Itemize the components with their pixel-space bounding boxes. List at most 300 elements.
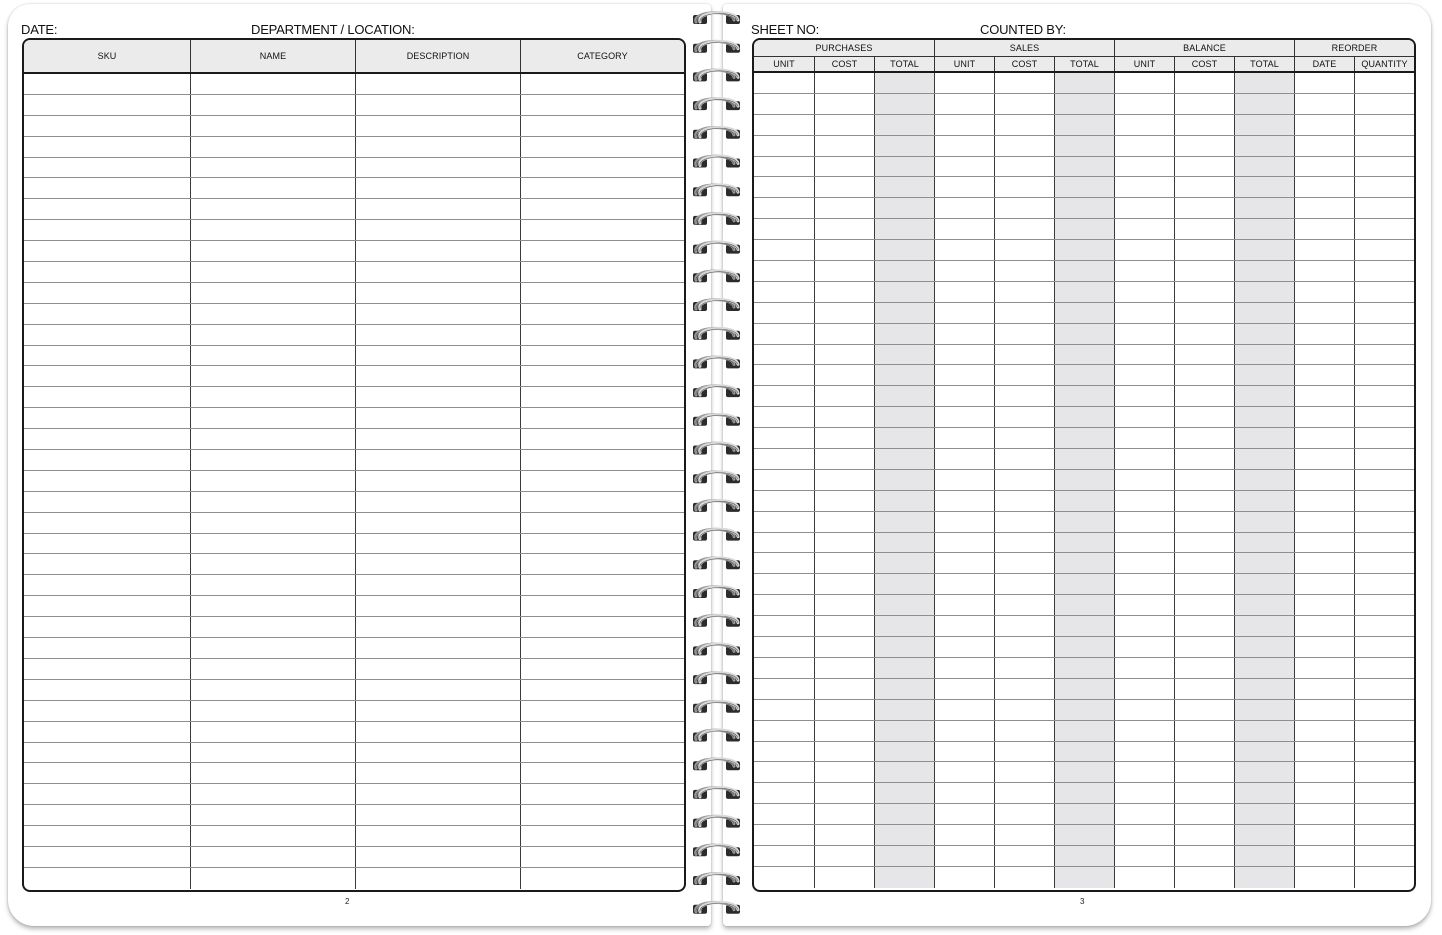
item-table-cell[interactable]: [521, 199, 684, 219]
item-table-cell[interactable]: [191, 534, 356, 554]
ledger-table-cell[interactable]: [1295, 553, 1355, 573]
item-table-cell[interactable]: [24, 366, 191, 386]
ledger-table-cell[interactable]: [1115, 742, 1175, 762]
ledger-table-cell[interactable]: [1175, 407, 1235, 427]
ledger-table-cell[interactable]: [1055, 115, 1115, 135]
ledger-table-cell[interactable]: [815, 825, 875, 845]
item-table-cell[interactable]: [24, 554, 191, 574]
ledger-table-cell[interactable]: [815, 804, 875, 824]
ledger-table-cell[interactable]: [754, 303, 815, 323]
ledger-table-cell[interactable]: [1115, 240, 1175, 260]
ledger-table-cell[interactable]: [815, 533, 875, 553]
item-table-cell[interactable]: [24, 659, 191, 679]
ledger-table-cell[interactable]: [1115, 574, 1175, 594]
ledger-table-cell[interactable]: [1175, 303, 1235, 323]
ledger-table-cell[interactable]: [1055, 679, 1115, 699]
ledger-table-cell[interactable]: [1055, 804, 1115, 824]
item-table-cell[interactable]: [191, 596, 356, 616]
item-table-cell[interactable]: [24, 492, 191, 512]
ledger-table-cell[interactable]: [1115, 198, 1175, 218]
ledger-table-cell[interactable]: [1175, 261, 1235, 281]
ledger-table-cell[interactable]: [875, 762, 935, 782]
ledger-table-cell[interactable]: [935, 470, 995, 490]
ledger-table-cell[interactable]: [875, 73, 935, 93]
ledger-table-cell[interactable]: [1055, 73, 1115, 93]
ledger-table-cell[interactable]: [1355, 94, 1414, 114]
ledger-table-cell[interactable]: [995, 721, 1055, 741]
ledger-table-cell[interactable]: [815, 386, 875, 406]
ledger-table-cell[interactable]: [754, 742, 815, 762]
item-table-cell[interactable]: [24, 450, 191, 470]
ledger-table-cell[interactable]: [1055, 365, 1115, 385]
ledger-table-cell[interactable]: [995, 595, 1055, 615]
ledger-table-cell[interactable]: [1115, 553, 1175, 573]
ledger-table-cell[interactable]: [1175, 386, 1235, 406]
ledger-table-cell[interactable]: [935, 846, 995, 866]
ledger-table-cell[interactable]: [754, 553, 815, 573]
ledger-table-cell[interactable]: [1295, 846, 1355, 866]
ledger-table-cell[interactable]: [995, 282, 1055, 302]
ledger-table-cell[interactable]: [1055, 783, 1115, 803]
ledger-table-cell[interactable]: [875, 94, 935, 114]
ledger-table-cell[interactable]: [1235, 783, 1295, 803]
item-table-cell[interactable]: [24, 283, 191, 303]
ledger-table-cell[interactable]: [995, 136, 1055, 156]
item-table-cell[interactable]: [191, 659, 356, 679]
ledger-table-cell[interactable]: [1115, 94, 1175, 114]
ledger-table-cell[interactable]: [815, 198, 875, 218]
ledger-table-cell[interactable]: [754, 136, 815, 156]
ledger-table-cell[interactable]: [935, 658, 995, 678]
item-table-cell[interactable]: [24, 178, 191, 198]
item-table-cell[interactable]: [356, 596, 521, 616]
item-table-cell[interactable]: [356, 450, 521, 470]
ledger-table-cell[interactable]: [995, 574, 1055, 594]
ledger-table-cell[interactable]: [995, 470, 1055, 490]
ledger-table-cell[interactable]: [1355, 261, 1414, 281]
item-table-cell[interactable]: [521, 304, 684, 324]
ledger-table-cell[interactable]: [815, 491, 875, 511]
ledger-table-cell[interactable]: [1235, 157, 1295, 177]
ledger-table-cell[interactable]: [1115, 428, 1175, 448]
ledger-table-cell[interactable]: [1355, 177, 1414, 197]
ledger-table-cell[interactable]: [935, 115, 995, 135]
item-table-cell[interactable]: [191, 450, 356, 470]
ledger-table-cell[interactable]: [815, 783, 875, 803]
ledger-table-cell[interactable]: [935, 282, 995, 302]
ledger-table-cell[interactable]: [875, 303, 935, 323]
item-table-cell[interactable]: [191, 137, 356, 157]
item-table-cell[interactable]: [191, 743, 356, 763]
ledger-table-cell[interactable]: [875, 867, 935, 888]
ledger-table-cell[interactable]: [875, 365, 935, 385]
ledger-table-cell[interactable]: [1175, 157, 1235, 177]
ledger-table-cell[interactable]: [875, 449, 935, 469]
ledger-table-cell[interactable]: [1235, 721, 1295, 741]
ledger-table-cell[interactable]: [935, 219, 995, 239]
ledger-table-cell[interactable]: [1235, 679, 1295, 699]
ledger-table-cell[interactable]: [935, 616, 995, 636]
ledger-table-cell[interactable]: [754, 73, 815, 93]
ledger-table-cell[interactable]: [1175, 574, 1235, 594]
item-table-cell[interactable]: [191, 158, 356, 178]
ledger-table-cell[interactable]: [1295, 512, 1355, 532]
item-table-cell[interactable]: [521, 137, 684, 157]
ledger-table-cell[interactable]: [1295, 157, 1355, 177]
ledger-table-cell[interactable]: [1295, 804, 1355, 824]
item-table-cell[interactable]: [356, 847, 521, 867]
ledger-table-cell[interactable]: [995, 73, 1055, 93]
ledger-table-cell[interactable]: [1235, 762, 1295, 782]
ledger-table-cell[interactable]: [1235, 867, 1295, 888]
ledger-table-cell[interactable]: [1115, 157, 1175, 177]
ledger-table-cell[interactable]: [1055, 428, 1115, 448]
ledger-table-cell[interactable]: [1295, 94, 1355, 114]
item-table-cell[interactable]: [24, 805, 191, 825]
item-table-cell[interactable]: [24, 617, 191, 637]
ledger-table-cell[interactable]: [1175, 94, 1235, 114]
ledger-table-cell[interactable]: [1175, 595, 1235, 615]
ledger-table-cell[interactable]: [1175, 867, 1235, 888]
ledger-table-cell[interactable]: [935, 533, 995, 553]
item-table-cell[interactable]: [356, 74, 521, 94]
ledger-table-cell[interactable]: [875, 282, 935, 302]
item-table-cell[interactable]: [521, 429, 684, 449]
ledger-table-cell[interactable]: [1175, 491, 1235, 511]
ledger-table-cell[interactable]: [1235, 219, 1295, 239]
item-table-cell[interactable]: [521, 617, 684, 637]
item-table-cell[interactable]: [521, 638, 684, 658]
item-table-cell[interactable]: [356, 325, 521, 345]
item-table-cell[interactable]: [24, 137, 191, 157]
ledger-table-cell[interactable]: [815, 742, 875, 762]
ledger-table-cell[interactable]: [875, 574, 935, 594]
ledger-table-cell[interactable]: [1355, 491, 1414, 511]
ledger-table-cell[interactable]: [875, 470, 935, 490]
ledger-table-cell[interactable]: [1115, 804, 1175, 824]
item-table-cell[interactable]: [191, 199, 356, 219]
item-table-cell[interactable]: [521, 158, 684, 178]
ledger-table-cell[interactable]: [1295, 783, 1355, 803]
ledger-table-cell[interactable]: [995, 846, 1055, 866]
ledger-table-cell[interactable]: [1175, 700, 1235, 720]
ledger-table-cell[interactable]: [754, 261, 815, 281]
ledger-table-cell[interactable]: [1055, 721, 1115, 741]
ledger-table-cell[interactable]: [1355, 553, 1414, 573]
ledger-table-cell[interactable]: [995, 365, 1055, 385]
ledger-table-cell[interactable]: [1175, 721, 1235, 741]
ledger-table-cell[interactable]: [995, 240, 1055, 260]
ledger-table-cell[interactable]: [1055, 324, 1115, 344]
ledger-table-cell[interactable]: [875, 616, 935, 636]
ledger-table-cell[interactable]: [1235, 616, 1295, 636]
ledger-table-cell[interactable]: [875, 115, 935, 135]
ledger-table-cell[interactable]: [815, 512, 875, 532]
ledger-table-cell[interactable]: [1235, 136, 1295, 156]
item-table-cell[interactable]: [24, 638, 191, 658]
item-table-cell[interactable]: [356, 868, 521, 889]
ledger-table-cell[interactable]: [935, 637, 995, 657]
item-table-cell[interactable]: [24, 847, 191, 867]
ledger-table-cell[interactable]: [1055, 240, 1115, 260]
ledger-table-cell[interactable]: [1295, 574, 1355, 594]
item-table-cell[interactable]: [24, 262, 191, 282]
ledger-table-cell[interactable]: [815, 365, 875, 385]
ledger-table-cell[interactable]: [1355, 449, 1414, 469]
item-table-cell[interactable]: [356, 387, 521, 407]
item-table-cell[interactable]: [356, 513, 521, 533]
ledger-table-cell[interactable]: [754, 721, 815, 741]
ledger-table-cell[interactable]: [875, 324, 935, 344]
item-table-cell[interactable]: [521, 763, 684, 783]
ledger-table-cell[interactable]: [1235, 449, 1295, 469]
ledger-table-cell[interactable]: [754, 533, 815, 553]
ledger-table-cell[interactable]: [1175, 365, 1235, 385]
ledger-table-cell[interactable]: [1355, 616, 1414, 636]
ledger-table-cell[interactable]: [935, 303, 995, 323]
ledger-table-cell[interactable]: [935, 261, 995, 281]
item-table-cell[interactable]: [521, 722, 684, 742]
item-table-cell[interactable]: [191, 325, 356, 345]
ledger-table-cell[interactable]: [935, 449, 995, 469]
ledger-table-cell[interactable]: [1115, 345, 1175, 365]
item-table-cell[interactable]: [24, 95, 191, 115]
ledger-table-cell[interactable]: [754, 449, 815, 469]
ledger-table-cell[interactable]: [935, 198, 995, 218]
ledger-table-cell[interactable]: [1175, 115, 1235, 135]
ledger-table-cell[interactable]: [1355, 73, 1414, 93]
item-table-cell[interactable]: [24, 763, 191, 783]
ledger-table-cell[interactable]: [1355, 219, 1414, 239]
ledger-table-cell[interactable]: [1055, 553, 1115, 573]
item-table-cell[interactable]: [24, 784, 191, 804]
ledger-table-cell[interactable]: [1115, 303, 1175, 323]
ledger-table-cell[interactable]: [875, 345, 935, 365]
item-table-cell[interactable]: [191, 74, 356, 94]
ledger-table-cell[interactable]: [995, 303, 1055, 323]
ledger-table-cell[interactable]: [875, 658, 935, 678]
ledger-table-cell[interactable]: [1115, 595, 1175, 615]
ledger-table-cell[interactable]: [1355, 407, 1414, 427]
ledger-table-cell[interactable]: [1295, 825, 1355, 845]
item-table-cell[interactable]: [24, 325, 191, 345]
ledger-table-cell[interactable]: [995, 345, 1055, 365]
ledger-table-cell[interactable]: [1235, 177, 1295, 197]
item-table-cell[interactable]: [191, 304, 356, 324]
ledger-table-cell[interactable]: [754, 700, 815, 720]
ledger-table-cell[interactable]: [1175, 825, 1235, 845]
ledger-table-cell[interactable]: [1235, 700, 1295, 720]
ledger-table-cell[interactable]: [1115, 470, 1175, 490]
item-table-cell[interactable]: [356, 199, 521, 219]
item-table-cell[interactable]: [521, 680, 684, 700]
ledger-table-cell[interactable]: [935, 679, 995, 699]
ledger-table-cell[interactable]: [1055, 136, 1115, 156]
ledger-table-cell[interactable]: [1055, 94, 1115, 114]
ledger-table-cell[interactable]: [1355, 386, 1414, 406]
ledger-table-cell[interactable]: [1295, 658, 1355, 678]
ledger-table-cell[interactable]: [1355, 324, 1414, 344]
ledger-table-cell[interactable]: [995, 804, 1055, 824]
ledger-table-cell[interactable]: [995, 198, 1055, 218]
ledger-table-cell[interactable]: [1235, 658, 1295, 678]
item-table-cell[interactable]: [521, 743, 684, 763]
ledger-table-cell[interactable]: [754, 679, 815, 699]
item-table-cell[interactable]: [521, 826, 684, 846]
item-table-cell[interactable]: [191, 805, 356, 825]
ledger-table-cell[interactable]: [1055, 700, 1115, 720]
ledger-table-cell[interactable]: [1115, 512, 1175, 532]
item-table-cell[interactable]: [191, 513, 356, 533]
ledger-table-cell[interactable]: [1295, 679, 1355, 699]
item-table-cell[interactable]: [521, 408, 684, 428]
ledger-table-cell[interactable]: [815, 219, 875, 239]
ledger-table-cell[interactable]: [995, 407, 1055, 427]
ledger-table-cell[interactable]: [1355, 783, 1414, 803]
ledger-table-cell[interactable]: [875, 783, 935, 803]
item-table-cell[interactable]: [521, 805, 684, 825]
ledger-table-cell[interactable]: [1355, 679, 1414, 699]
ledger-table-cell[interactable]: [875, 491, 935, 511]
item-table-cell[interactable]: [356, 701, 521, 721]
ledger-table-cell[interactable]: [1175, 804, 1235, 824]
ledger-table-cell[interactable]: [815, 700, 875, 720]
ledger-table-cell[interactable]: [1055, 470, 1115, 490]
ledger-table-cell[interactable]: [754, 595, 815, 615]
ledger-table-cell[interactable]: [815, 407, 875, 427]
item-table-cell[interactable]: [356, 95, 521, 115]
ledger-table-cell[interactable]: [1115, 867, 1175, 888]
ledger-table-cell[interactable]: [1295, 240, 1355, 260]
ledger-table-cell[interactable]: [1175, 73, 1235, 93]
ledger-table-cell[interactable]: [1175, 616, 1235, 636]
ledger-table-cell[interactable]: [1175, 177, 1235, 197]
ledger-table-cell[interactable]: [815, 616, 875, 636]
ledger-table-cell[interactable]: [935, 324, 995, 344]
item-table-cell[interactable]: [191, 701, 356, 721]
ledger-table-cell[interactable]: [1235, 512, 1295, 532]
ledger-table-cell[interactable]: [1055, 282, 1115, 302]
ledger-table-cell[interactable]: [815, 762, 875, 782]
ledger-table-cell[interactable]: [1235, 303, 1295, 323]
ledger-table-cell[interactable]: [1175, 783, 1235, 803]
item-table-cell[interactable]: [521, 471, 684, 491]
ledger-table-cell[interactable]: [815, 846, 875, 866]
ledger-table-cell[interactable]: [935, 700, 995, 720]
item-table-cell[interactable]: [191, 429, 356, 449]
ledger-table-cell[interactable]: [1115, 219, 1175, 239]
ledger-table-cell[interactable]: [754, 94, 815, 114]
ledger-table-cell[interactable]: [1235, 261, 1295, 281]
item-table-cell[interactable]: [24, 429, 191, 449]
ledger-table-cell[interactable]: [754, 177, 815, 197]
item-table-cell[interactable]: [356, 722, 521, 742]
item-table-cell[interactable]: [191, 868, 356, 889]
item-table-cell[interactable]: [521, 784, 684, 804]
ledger-table-cell[interactable]: [1235, 825, 1295, 845]
item-table-cell[interactable]: [356, 241, 521, 261]
ledger-table-cell[interactable]: [1295, 365, 1355, 385]
ledger-table-cell[interactable]: [1115, 449, 1175, 469]
ledger-table-cell[interactable]: [1235, 533, 1295, 553]
ledger-table-cell[interactable]: [1355, 658, 1414, 678]
ledger-table-cell[interactable]: [815, 115, 875, 135]
ledger-table-cell[interactable]: [754, 345, 815, 365]
item-table-cell[interactable]: [191, 680, 356, 700]
ledger-table-cell[interactable]: [1115, 261, 1175, 281]
ledger-table-cell[interactable]: [1235, 742, 1295, 762]
ledger-table-cell[interactable]: [1235, 365, 1295, 385]
ledger-table-cell[interactable]: [1355, 512, 1414, 532]
ledger-table-cell[interactable]: [754, 470, 815, 490]
ledger-table-cell[interactable]: [1295, 115, 1355, 135]
ledger-table-cell[interactable]: [815, 553, 875, 573]
ledger-table-cell[interactable]: [815, 157, 875, 177]
item-table-cell[interactable]: [521, 346, 684, 366]
ledger-table-cell[interactable]: [875, 721, 935, 741]
ledger-table-cell[interactable]: [1175, 742, 1235, 762]
item-table-cell[interactable]: [356, 826, 521, 846]
item-table-cell[interactable]: [521, 554, 684, 574]
ledger-table-cell[interactable]: [815, 721, 875, 741]
ledger-table-cell[interactable]: [754, 428, 815, 448]
ledger-table-cell[interactable]: [935, 365, 995, 385]
item-table-cell[interactable]: [191, 178, 356, 198]
item-table-cell[interactable]: [24, 116, 191, 136]
ledger-table-cell[interactable]: [815, 574, 875, 594]
item-table-cell[interactable]: [191, 617, 356, 637]
ledger-table-cell[interactable]: [815, 658, 875, 678]
ledger-table-cell[interactable]: [1115, 783, 1175, 803]
item-table-cell[interactable]: [356, 116, 521, 136]
ledger-table-cell[interactable]: [1355, 198, 1414, 218]
item-table-cell[interactable]: [24, 304, 191, 324]
ledger-table-cell[interactable]: [1175, 345, 1235, 365]
ledger-table-cell[interactable]: [1055, 825, 1115, 845]
ledger-table-cell[interactable]: [1355, 470, 1414, 490]
ledger-table-cell[interactable]: [1055, 658, 1115, 678]
item-table-cell[interactable]: [24, 74, 191, 94]
ledger-table-cell[interactable]: [1175, 198, 1235, 218]
ledger-table-cell[interactable]: [875, 407, 935, 427]
ledger-table-cell[interactable]: [1355, 742, 1414, 762]
ledger-table-cell[interactable]: [1175, 470, 1235, 490]
ledger-table-cell[interactable]: [1055, 616, 1115, 636]
item-table-cell[interactable]: [24, 680, 191, 700]
ledger-table-cell[interactable]: [815, 136, 875, 156]
ledger-table-cell[interactable]: [935, 595, 995, 615]
item-table-cell[interactable]: [521, 178, 684, 198]
item-table-cell[interactable]: [24, 220, 191, 240]
ledger-table-cell[interactable]: [1055, 407, 1115, 427]
ledger-table-cell[interactable]: [875, 637, 935, 657]
ledger-table-cell[interactable]: [1295, 616, 1355, 636]
ledger-table-cell[interactable]: [1355, 365, 1414, 385]
ledger-table-cell[interactable]: [754, 282, 815, 302]
ledger-table-cell[interactable]: [1235, 470, 1295, 490]
ledger-table-cell[interactable]: [1295, 303, 1355, 323]
ledger-table-cell[interactable]: [1055, 261, 1115, 281]
ledger-table-cell[interactable]: [1055, 157, 1115, 177]
ledger-table-cell[interactable]: [1055, 491, 1115, 511]
ledger-table-cell[interactable]: [1115, 324, 1175, 344]
ledger-table-cell[interactable]: [935, 721, 995, 741]
item-table-cell[interactable]: [24, 743, 191, 763]
ledger-table-cell[interactable]: [995, 449, 1055, 469]
ledger-table-cell[interactable]: [754, 574, 815, 594]
ledger-table-cell[interactable]: [935, 867, 995, 888]
item-table-cell[interactable]: [191, 763, 356, 783]
